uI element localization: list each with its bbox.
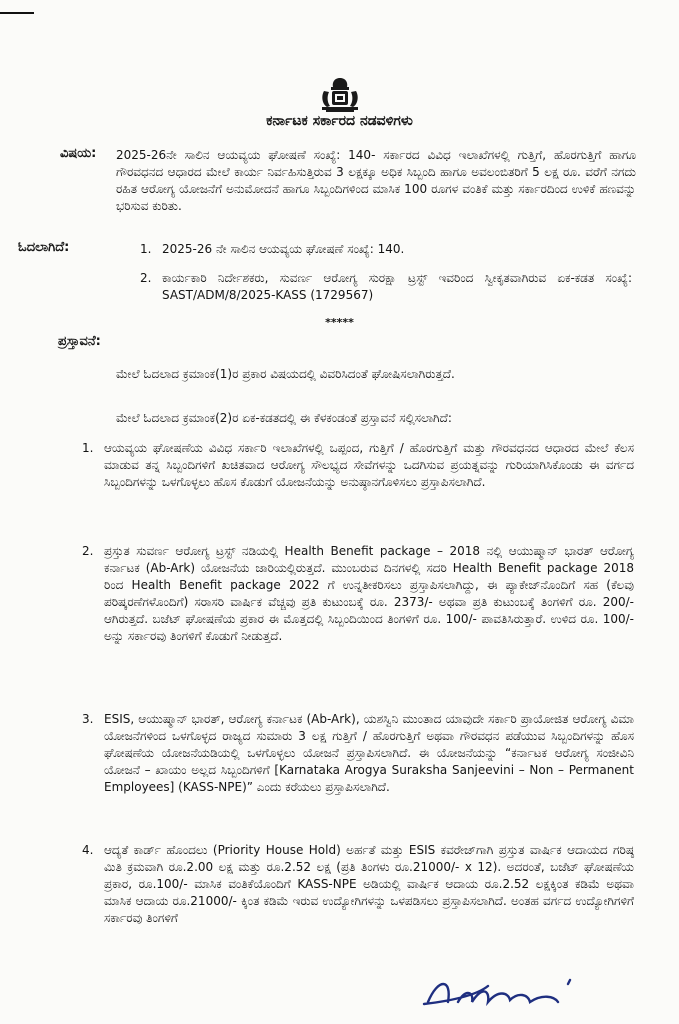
point-3-text: ESIS, ಆಯುಷ್ಮಾನ್ ಭಾರತ್, ಆರೋಗ್ಯ ಕರ್ನಾಟಕ (Ab-Ark), ಯಶಸ್ವಿನಿ ಮುಂತಾದ ಯಾವುದೇ ಸರ್ಕಾರಿ ಪ್ರಾಯೋಜಿತ ಆರೋಗ್ಯ ವಿಮಾ ಯೋಜನೆಗಳಿಂದ ಒಳಗೊಳ್ಳದ ರಾಜ್ಯದ ಸುಮಾರು 3 ಲಕ್ಷ ಗುತ್ತಿಗೆ / ಹೊರಗುತ್ತಿಗೆ ಅಥವಾ ಗೌರವಧನ ಪಡೆಯುವ ಸಿಬ್ಬಂದಿಗಳನ್ನು ಹೊಸ ಘೋಷಣೆಯ ಯೋಜನೆಯಡಿಯಲ್ಲಿ ಒಳಗೊಳ್ಳಲು ಯೋಜನೆ ಪ್ರಸ್ತಾಪಿಸಲಾಗಿದೆ. ಈ ಯೋಜನೆಯನ್ನು “ಕರ್ನಾಟಕ ಆರೋಗ್ಯ ಸಂಜೀವಿನಿ ಯೋಜನೆ – ಖಾಯಂ ಅಲ್ಲದ ಸಿಬ್ಬಂದಿಗಳಿಗೆ [Karnataka Arogya Suraksha Sanjeevini – Non – Permanent Employees] (KASS-NPE)” ಎಂದು ಕರೆಯಲು ಪ್ರಸ್ತಾಪಿಸಲಾಗಿದೆ. (104, 712, 634, 794)
signature-icon (418, 972, 608, 1012)
point-2-number: 2. (82, 544, 94, 558)
reference-2-text: ಕಾರ್ಯಕಾರಿ ನಿರ್ದೇಶಕರು, ಸುವರ್ಣ ಆರೋಗ್ಯ ಸುರಕ್ಷಾ ಟ್ರಸ್ಟ್ ಇವರಿಂದ ಸ್ವೀಕೃತವಾಗಿರುವ ಏಕ-ಕಡತ ಸಂಖ್ಯೆ: SAST/ADM/8/2025-KASS (1729567) (162, 271, 632, 302)
section-separator: ***** (325, 316, 354, 329)
reference-2-number: 2. (140, 271, 152, 285)
point-1-text: ಆಯವ್ಯಯ ಘೋಷಣೆಯ ವಿವಿಧ ಸರ್ಕಾರಿ ಇಲಾಖೆಗಳಲ್ಲಿ ಒಪ್ಪಂದ, ಗುತ್ತಿಗೆ / ಹೊರಗುತ್ತಿಗೆ ಮತ್ತು ಗೌರವಧನದ ಆಧಾರದ ಮೇಲೆ ಕೆಲಸ ಮಾಡುವ ತನ್ನ ಸಿಬ್ಬಂದಿಗಳಿಗೆ ಖಚಿತವಾದ ಆರೋಗ್ಯ ಸೌಲಭ್ಯದ ಸೇವೆಗಳನ್ನು ಒದಗಿಸುವ ಪ್ರಯತ್ನವನ್ನು ಗುರಿಯಾಗಿಸಿಕೊಂಡು ಈ ವರ್ಗದ ಸಿಬ್ಬಂದಿಗಳನ್ನು ಒಳಗೊಳ್ಳಲು ಹೊಸ ಕೊಡುಗೆ ಯೋಜನೆಯನ್ನು ಅನುಷ್ಠಾನಗೊಳಿಸಲು ಪ್ರಸ್ತಾಪಿಸಲಾಗಿದೆ. (104, 441, 634, 489)
point-2-text: ಪ್ರಸ್ತುತ ಸುವರ್ಣ ಆರೋಗ್ಯ ಟ್ರಸ್ಟ್ ನಡಿಯಲ್ಲಿ Health Benefit package – 2018 ನಲ್ಲಿ ಆಯುಷ್ಮಾನ್ ಭಾರತ್ ಆರೋಗ್ಯ ಕರ್ನಾಟಕ (Ab-Ark) ಯೋಜನೆಯ ಜಾರಿಯಲ್ಲಿರುತ್ತದೆ. ಮುಂಬರುವ ದಿನಗಳಲ್ಲಿ ಸದರಿ Health Benefit package 2018 ರಿಂದ Health Benefit package 2022 ಗೆ ಉನ್ನತೀಕರಿಸಲು ಪ್ರಸ್ತಾಪಿಸಲಾಗಿದ್ದು, ಈ ಪ್ಯಾಕೇಜ್‌ನೊಂದಿಗೆ ಸಹ (ಕೆಲವು ಪರಿಷ್ಕರಣೆಗಳೊಂದಿಗೆ) ಸರಾಸರಿ ವಾರ್ಷಿಕ ವೆಚ್ಚವು ಪ್ರತಿ ಕುಟುಂಬಕ್ಕೆ ರೂ. 2373/- ಅಥವಾ ಪ್ರತಿ ಕುಟುಂಬಕ್ಕೆ ತಿಂಗಳಿಗೆ ರೂ. 200/- ಆಗಿರುತ್ತದೆ. ಬಜೆಟ್ ಘೋಷಣೆಯ ಪ್ರಕಾರ ಈ ಮೊತ್ತದಲ್ಲಿ ಸಿಬ್ಬಂದಿಯಿಂದ ತಿಂಗಳಿಗೆ ರೂ. 100/- ಪಾವತಿಸಿರುತ್ತಾರೆ. ಉಳಿದ ರೂ. 100/- ಅನ್ನು ಸರ್ಕಾರವು ತಿಂಗಳಿಗೆ ಕೊಡುಗೆ ನೀಡುತ್ತದೆ. (104, 544, 634, 643)
preamble-paragraph-2: ಮೇಲೆ ಓದಲಾದ ಕ್ರಮಾಂಕ(2)ರ ಏಕ-ಕಡತದಲ್ಲಿ ಈ ಕೆಳಕಂಡಂತೆ ಪ್ರಸ್ತಾವನೆ ಸಲ್ಲಿಸಲಾಗಿದೆ: (116, 411, 452, 425)
point-4-number: 4. (82, 843, 94, 857)
reference-1-number: 1. (140, 242, 152, 256)
preamble-label: ಪ್ರಸ್ತಾವನೆ: (58, 334, 101, 349)
references-label: ಓದಲಾಗಿದೆ: (18, 240, 70, 255)
government-title: ಕರ್ನಾಟಕ ಸರ್ಕಾರದ ನಡವಳಿಗಳು (266, 113, 413, 129)
reference-1-text: 2025-26 ನೇ ಸಾಲಿನ ಆಯವ್ಯಯ ಘೋಷಣೆ ಸಂಖ್ಯೆ: 140. (162, 242, 405, 256)
subject-text: 2025-26ನೇ ಸಾಲಿನ ಆಯವ್ಯಯ ಘೋಷಣೆ ಸಂಖ್ಯೆ: 140- ಸರ್ಕಾರದ ವಿವಿಧ ಇಲಾಖೆಗಳಲ್ಲಿ ಗುತ್ತಿಗೆ, ಹೊರಗುತ್ತಿಗೆ ಹಾಗೂ ಗೌರವಧನದ ಆಧಾರದ ಮೇಲೆ ಕಾರ್ಯ ನಿರ್ವಹಿಸುತ್ತಿರುವ 3 ಲಕ್ಷಕ್ಕೂ ಅಧಿಕ ಸಿಬ್ಬಂದಿ ಹಾಗೂ ಅವಲಂಬಿತರಿಗೆ 5 ಲಕ್ಷ ರೂ. ವರೆಗೆ ನಗದು ರಹಿತ ಆರೋಗ್ಯ ಯೋಜನೆಗೆ ಅನುಮೋದನೆ ಹಾಗೂ ಸಿಬ್ಬಂದಿಗಳಿಂದ ಮಾಸಿಕ 100 ರೂಗಳ ವಂತಿಕೆ ಮತ್ತು ಸರ್ಕಾರದಿಂದ ಉಳಿಕೆ ಹಣವನ್ನು ಭರಿಸುವ ಕುರಿತು. (116, 148, 636, 213)
state-emblem-icon (318, 76, 362, 114)
point-1-number: 1. (82, 441, 94, 455)
subject-label: ವಿಷಯ: (60, 146, 97, 161)
point-3-number: 3. (82, 712, 94, 726)
scan-edge-mark (0, 12, 34, 14)
preamble-paragraph-1: ಮೇಲೆ ಓದಲಾದ ಕ್ರಮಾಂಕ(1)ರ ಪ್ರಕಾರ ವಿಷಯದಲ್ಲಿ ವಿವರಿಸಿದಂತೆ ಘೋಷಿಸಲಾಗಿರುತ್ತದೆ. (116, 367, 455, 381)
point-4-text: ಆದ್ಯತೆ ಕಾರ್ಡ್ ಹೊಂದಲು (Priority House Hold) ಅರ್ಹತೆ ಮತ್ತು ESIS ಕವರೇಜ್‌ಗಾಗಿ ಪ್ರಸ್ತುತ ವಾರ್ಷಿಕ ಆದಾಯದ ಗರಿಷ್ಠ ಮಿತಿ ಕ್ರಮವಾಗಿ ರೂ.2.00 ಲಕ್ಷ ಮತ್ತು ರೂ.2.52 ಲಕ್ಷ (ಪ್ರತಿ ತಿಂಗಳು ರೂ.21000/- x 12). ಅದರಂತೆ, ಬಜೆಟ್ ಘೋಷಣೆಯ ಪ್ರಕಾರ, ರೂ.100/- ಮಾಸಿಕ ವಂತಿಕೆಯೊಂದಿಗೆ KASS-NPE ಅಡಿಯಲ್ಲಿ ವಾರ್ಷಿಕ ಆದಾಯ ರೂ.2.52 ಲಕ್ಷಕ್ಕಿಂತ ಕಡಿಮೆ ಅಥವಾ ಮಾಸಿಕ ಆದಾಯ ರೂ.21000/- ಕ್ಕಿಂತ ಕಡಿಮೆ ಇರುವ ಉದ್ಯೋಗಿಗಳನ್ನು ಒಳಪಡಿಸಲು ಪ್ರಸ್ತಾಪಿಸಲಾಗಿದೆ. ಅಂತಹ ವರ್ಗದ ಉದ್ಯೋಗಿಗಳಿಗೆ ಸರ್ಕಾರವು ತಿಂಗಳಿಗೆ (104, 843, 634, 925)
